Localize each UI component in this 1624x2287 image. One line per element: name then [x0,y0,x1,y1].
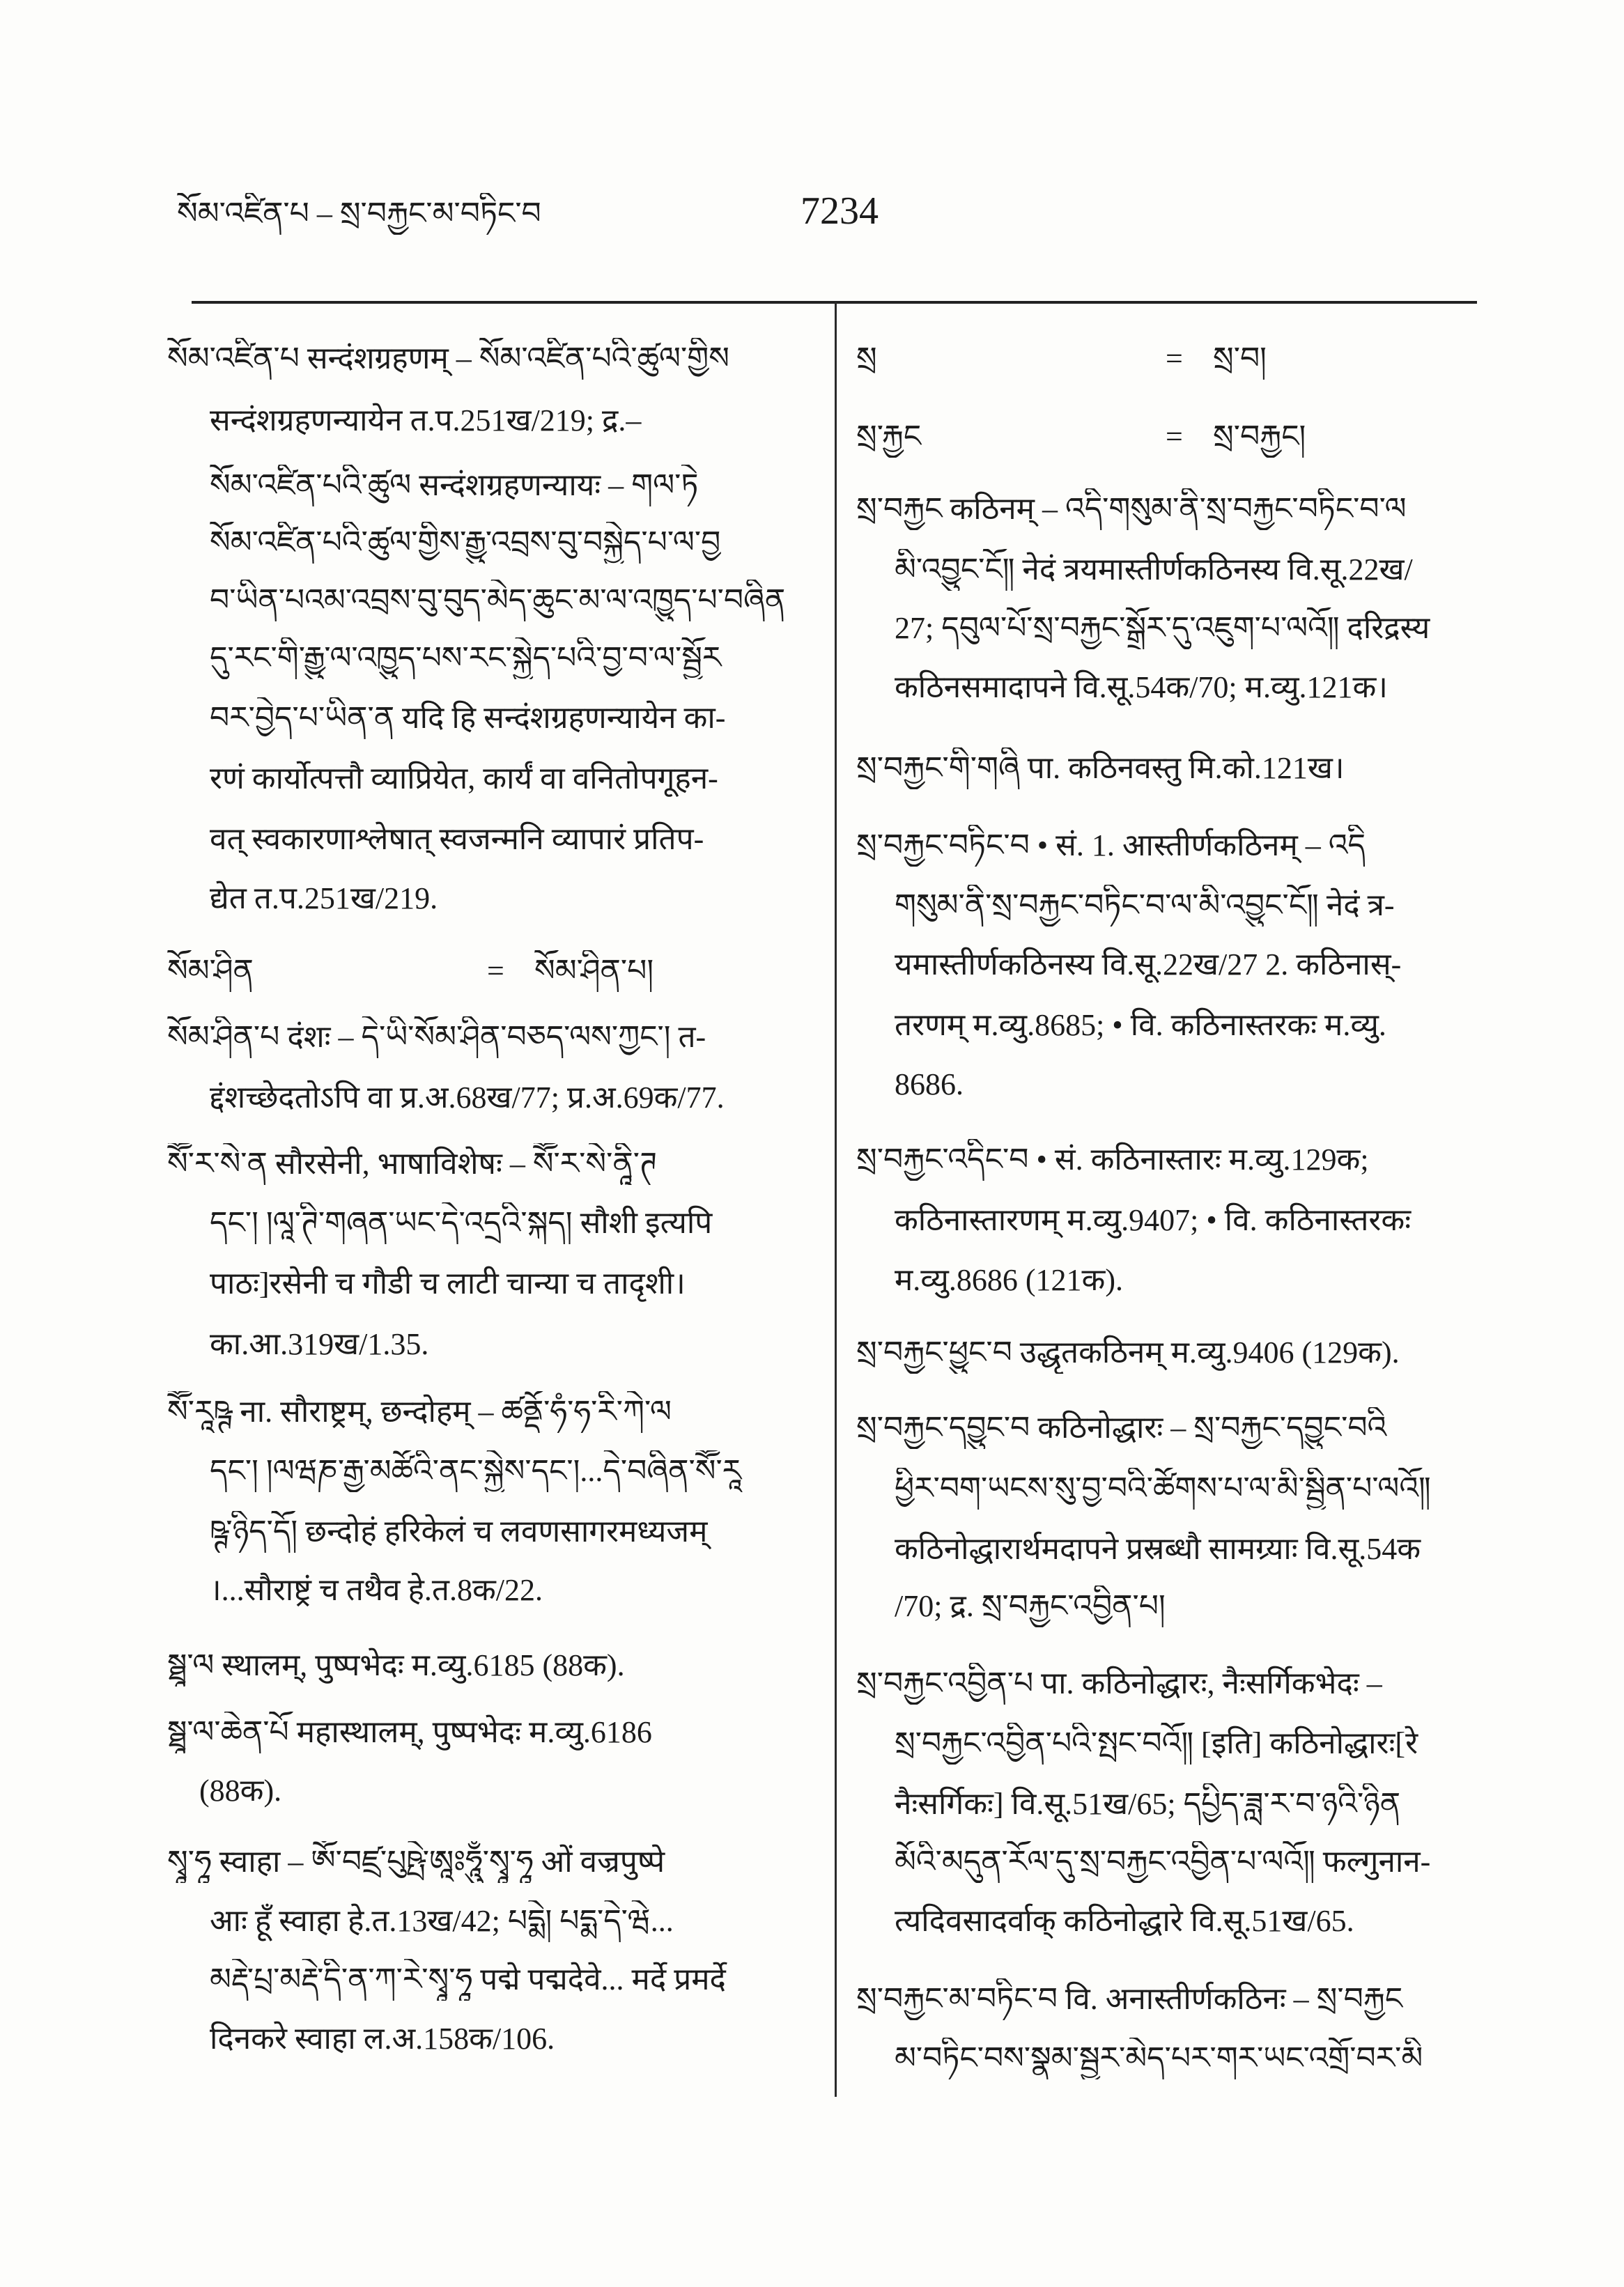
entry-line: कठिनसमादापने वि.सू.54क/70; म.व्यु.121क। [895,670,1388,704]
entry-line: བར་བྱེད་པ་ཡིན་ན यदि हि सन्दंशग्रहणन्यायेन का- [210,701,726,735]
entry-headword-line: སྲ་བརྐྱང་མ་བཏིང་བ वि. अनास्तीर्णकठिनः – སྲ་བརྐྱང [856,1982,1403,2016]
entry-line: तरणम् म.व्यु.8685; • वि. कठिनास्तरकः म.व्यु. [895,1008,1386,1042]
entry-headword-line: སྠཱ་ལ स्थालम्, पुष्पभेदः म.व्यु.6185 (88क). [167,1648,625,1682]
crossref-term: སྲ་རྐྱང [856,419,922,453]
equals-sign: = [487,954,504,988]
entry-line: (88क). [199,1774,282,1808]
entry-line: का.आ.319ख/1.35. [210,1327,429,1361]
entry-headword-line: སྲ་བརྐྱང་ཕྱུང་བ उद्धृतकठिनम् म.व्यु.9406 (129क). [856,1335,1400,1370]
entry-headword-line: སྭཱ་ཧཱ स्वाहा – ཨོཾ་བཛྲ་པུཥྤེ་ཨཱཿཧཱུྃ་སྭཱ་ཧཱ ओं वज्रपुष्पे [167,1845,665,1879]
page-number: 7234 [801,189,879,233]
entry-line: སོམ་འཛིན་པའི་ཚུལ་གྱིས་རྒྱུ་འབྲས་བུ་བསྐྱེད་པ་ལ་བྱ [210,525,721,559]
running-header-range: སོམ་འཛིན་པ – སྲ་བརྐྱང་མ་བཏིང་བ [177,196,541,231]
entry-line: མོའི་མདུན་རོལ་དུ་སྲ་བརྐྱང་འབྱིན་པ་ལའོ༎ फल्गुनान- [895,1845,1431,1879]
entry-line: कठिनास्तारणम् म.व्यु.9407; • वि. कठिनास्तरकः [895,1203,1412,1237]
entry-line: कठिनोद्धारार्थमदापने प्रस्रब्धौ सामग्र्याः वि.सू.54क [895,1532,1421,1566]
entry-line: ।...सौराष्ट्रं च तथैव हे.त.8क/22. [210,1573,543,1607]
entry-headword-line: སཽ་ར་སེ་ན सौरसेनी, भाषाविशेषः – སཽ་ར་སེ་ནཱི་ཊ [167,1147,657,1181]
entry-line: གསུམ་ནི་སྲ་བརྐྱང་བཏིང་བ་ལ་མི་འབྱུང་ངོ༎ नेदं त्र- [895,888,1395,922]
subentry-headword-line: སོམ་འཛིན་པའི་ཚུལ सन्दंशग्रहणन्यायः – གལ་ཏེ [210,468,699,502]
entry-line: रणं कार्योत्पत्तौ व्याप्रियेत, कार्यं वा वनितोपगूहन- [210,761,718,796]
entry-line: दिनकरे स्वाहा ल.अ.158क/106. [210,2022,555,2056]
entry-headword-line: སྲ་བརྐྱང कठिनम् – འདི་གསུམ་ནི་སྲ་བརྐྱང་བཏིང་བ་ལ [856,492,1407,526]
entry-line: सन्दंशग्रहणन्यायेन त.प.251ख/219; द्र.– [210,403,642,437]
entry-line: སྲ་བརྐྱང་འབྱིན་པའི་སྤང་བའོ༎ [इति] कठिनोद्धारः[रे [895,1726,1418,1760]
entry-line: यमास्तीर्णकठिनस्य वि.सू.22ख/27 2. कठिनास्- [895,947,1402,982]
entry-headword-line: སོམ་འཛིན་པ सन्दंशग्रहणम् – སོམ་འཛིན་པའི་ཚུལ་གྱིས [167,341,729,375]
crossref-target: སྲ་བ། [1213,341,1267,375]
entry-headword-line: སྲ་བརྐྱང་འདིང་བ • सं. कठिनास्तारः म.व्यु.129क; [856,1142,1369,1177]
entry-headword-line: སྲ་བརྐྱང་དབྱུང་བ कठिनोद्धारः – སྲ་བརྐྱང་དབྱུང་བའི [856,1411,1387,1445]
entry-line: དུ་རང་གི་རྒྱུ་ལ་འཁྱུད་པས་རང་སྐྱེད་པའི་བྱ་བ་ལ་སྦྱོར [210,641,722,675]
equals-sign: = [1166,341,1183,375]
crossref-term: སོམ་ཤིན [167,954,254,988]
equals-sign: = [1166,419,1183,453]
entry-line: त्यदिवसादर्वाक् कठिनोद्धारे वि.सू.51ख/65. [895,1904,1354,1938]
entry-line: पाठः]रसेनी च गौडी च लाटी चान्या च तादृशी। [210,1266,686,1301]
entry-line: 27; དབུལ་པོ་སྲ་བརྐྱང་སྒྲོར་དུ་འཇུག་པ་ལའོ༎ दरिद्रस्य [895,611,1430,645]
entry-line: བ་ཡིན་པའམ་འབྲས་བུ་བུད་མེད་ཆུང་མ་ལ་འཁྱུད་པ་བཞིན [210,583,786,617]
entry-line: द्येत त.प.251ख/219. [210,881,438,915]
entry-line: མརྡེ་པྲ་མརྡེ་དི་ན་ཀ་རེ་སྭཱ་ཧཱ पद्मे पद्मदेवे... मर्दे प्रमर्दे [210,1962,726,1997]
entry-line: म.व्यु.8686 (121क). [895,1263,1123,1297]
entry-headword-line: སྲ་བརྐྱང་འབྱིན་པ पा. कठिनोद्धारः, नैःसर्गिकभेदः – [856,1666,1382,1700]
entry-headword-line: སྲ་བརྐྱང་བཏིང་བ • सं. 1. आस्तीर्णकठिनम् – འདི [856,828,1366,862]
entry-headword-line: སཽ་རཱཥྚ ना. सौराष्ट्रम्, छन्दोहम् – ཚནྡོ་ཧཾ་ཧ་རི་ཀེ་ལ [167,1395,672,1429]
entry-line: དང་། །ལཱ་ཊི་གཞན་ཡང་དེ་འདྲའི་སྐད། सौशी इत्यपि [210,1206,713,1240]
entry-line: མི་འབྱུང་ངོ༎ नेदं त्रयमास्तीर्णकठिनस्य वि.सू.22ख/ [895,552,1413,587]
entry-line: ཥྚ་ཉིད་དོ། छन्दोहं हरिकेलं च लवणसागरमध्यजम् [210,1514,708,1549]
entry-line: མ་བཏིང་བས་སྣམ་སྦྱར་མེད་པར་གར་ཡང་འགྲོ་བར་མི [895,2041,1423,2075]
crossref-target: སོམ་ཤིན་པ། [534,954,654,988]
entry-line: वत् स्वकारणाश्लेषात् स्वजन्मनि व्यापारं प्रतिप- [210,822,704,856]
column-divider [835,302,837,2097]
entry-headword-line: སྠཱ་ལ་ཆེན་པོ महास्थालम्, पुष्पभेदः म.व्यु.6186 [167,1715,652,1749]
entry-line: द्दंशच्छेदतोऽपि वा प्र.अ.68ख/77; प्र.अ.69क/77. [210,1080,725,1115]
entry-line: नैःसर्गिकः] वि.सू.51ख/65; དཔྱིད་ཟླ་ར་བ་ཉའི་ཉིན [895,1787,1401,1821]
entry-line: ཕྱིར་བག་ཡངས་སུ་བྱ་བའི་ཚོགས་པ་ལ་མི་སྦྱིན་པ་ལའོ༎ [895,1471,1431,1505]
crossref-term: སྲ [856,341,877,375]
entry-line: དང་། །ལཝཎ་རྒྱ་མཚོའི་ནང་སྐྱེས་དང་།...དེ་བཞིན་སཽ་རཱ [210,1454,742,1488]
entry-line: आः हूँ स्वाहा हे.त.13ख/42; པདྨེ། པདྨ་དེ་ཝེ... [210,1904,674,1938]
entry-line: 8686. [895,1067,964,1101]
crossref-target: སྲ་བརྐྱང། [1213,419,1306,453]
entry-headword-line: སྲ་བརྐྱང་གི་གཞི पा. कठिनवस्तु मि.को.121ख। [856,751,1345,785]
entry-line: /70; द्र. སྲ་བརྐྱང་འབྱིན་པ། [895,1589,1166,1623]
entry-headword-line: སོམ་ཤིན་པ दंशः – དེ་ཡི་སོམ་ཤིན་བཅད་ལས་ཀྱང་། त- [167,1020,706,1054]
